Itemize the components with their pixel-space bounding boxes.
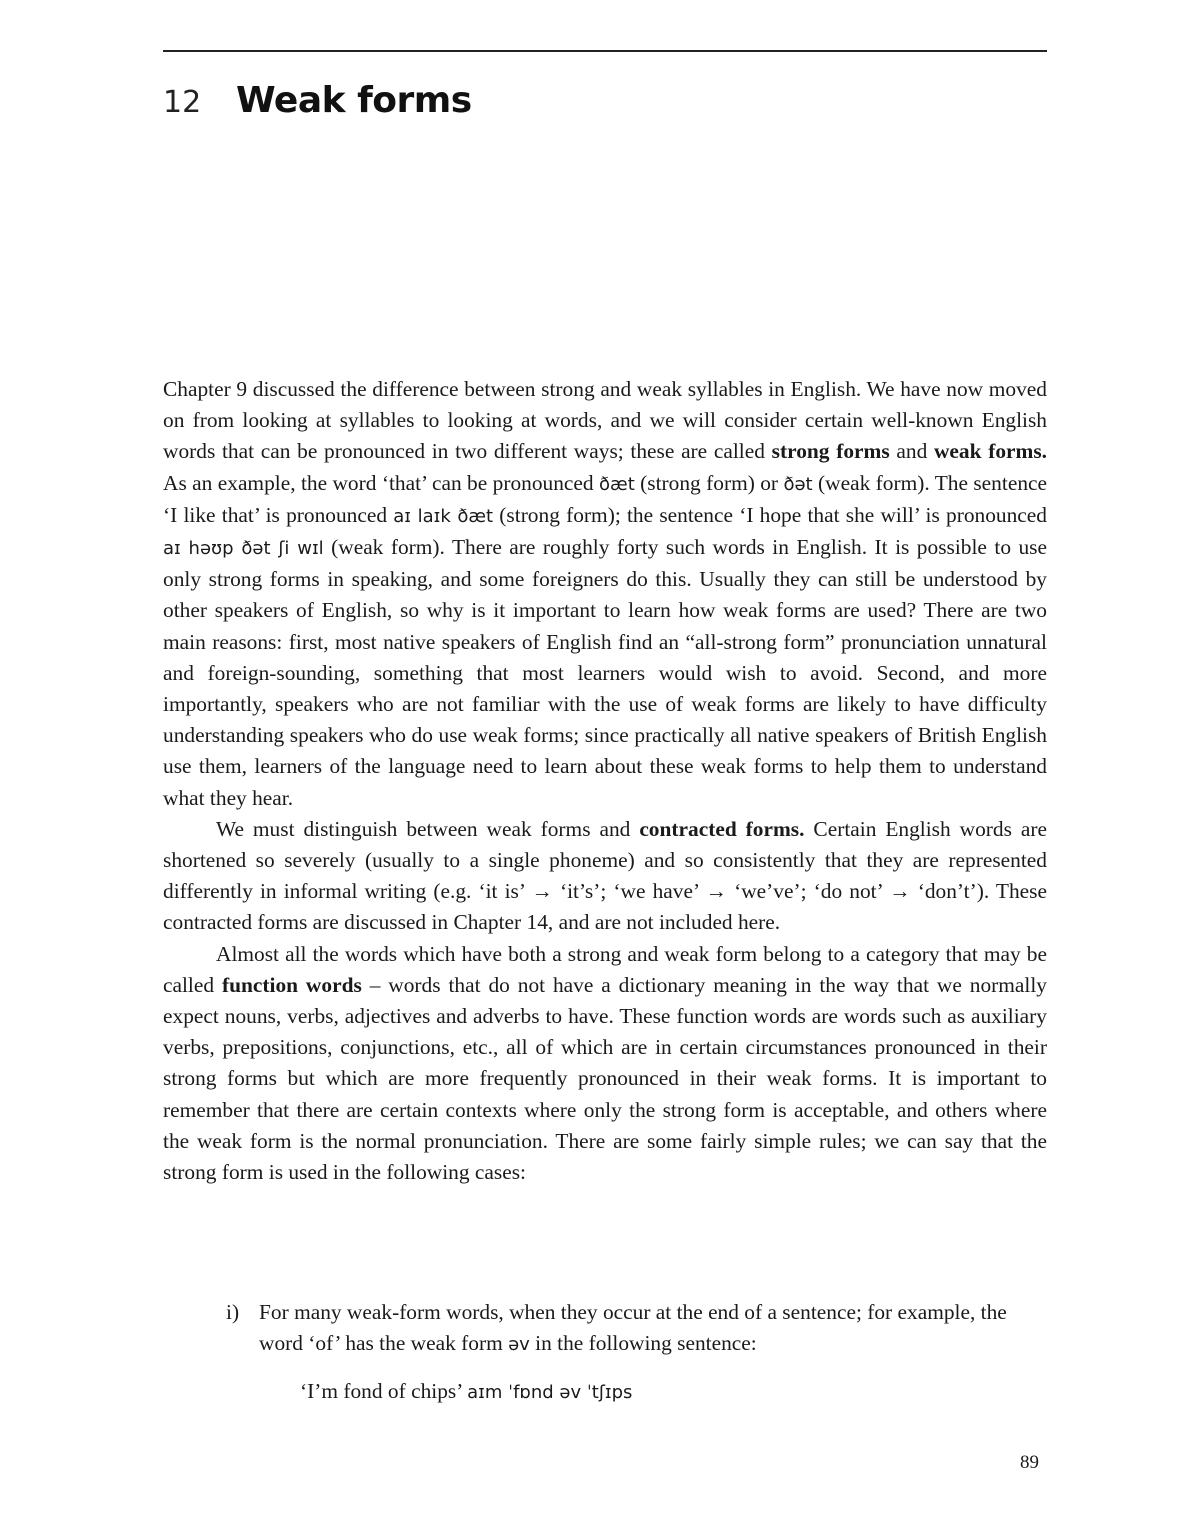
- chapter-heading: [163, 80, 472, 121]
- text-run: (weak form). The sentence ‘I like that’ is pronounced: [163, 470, 1047, 527]
- ipa-transcription: ðət: [783, 473, 813, 495]
- paragraph-2: [163, 814, 1047, 939]
- page-number: 89: [1020, 1452, 1039, 1473]
- chapter-number: 12: [163, 85, 202, 120]
- text-run: Certain English words are shortened so severely (usually to a single phoneme) and so consistently that they are represented differently in informal writing (e.g. ‘it is’ → ‘it’s’; ‘we have’ → ‘we’ve’; ‘do not’ → ‘don’t’). These contracted forms are discussed in Chapter 14, and are not included here.: [163, 816, 1048, 935]
- rule-list: [226, 1297, 1026, 1360]
- ipa-transcription: aɪ həʊp ðət ʃi wɪl: [163, 538, 324, 560]
- text-run: (strong form) or: [634, 470, 784, 495]
- paragraph-3: [163, 939, 1047, 1189]
- text-run: – words that do not have a dictionary meaning in the way that we normally expect nouns, verbs, adjectives and adverbs to have. These function words are words such as auxiliary verbs, prepositions, conjunctions, etc., all of which are in certain circumstances pronounced in their strong forms but which are more frequently pronounced in their weak forms. It is important to remember that there are certain contexts where only the strong form is acceptable, and others where the weak form is the normal pronunciation. There are some fairly simple rules; we can say that the strong form is used in the following cases:: [163, 972, 1047, 1185]
- term-weak-forms: weak forms.: [933, 439, 1048, 464]
- text-run: Almost all the words which have both a strong and weak form belong to a category that may be called: [163, 941, 1047, 997]
- header-rule: [163, 50, 1047, 52]
- example-text: ‘I’m fond of chips’: [300, 1379, 462, 1403]
- ipa-transcription: aɪ laɪk ðæt: [393, 505, 494, 527]
- example-sentence: [300, 1376, 632, 1408]
- ipa-transcription: əv: [508, 1334, 530, 1356]
- example-ipa: aɪm ˈfɒnd əv ˈtʃɪps: [467, 1382, 633, 1403]
- paragraph-1: [163, 374, 1047, 814]
- list-item: [226, 1297, 1026, 1360]
- term-contracted-forms: contracted forms.: [639, 816, 805, 841]
- text-run: Chapter 9 discussed the difference between strong and weak syllables in English. We have now moved on from looking at syllables to looking at words, and we will consider certain well-known English words that can be pronounced in two different ways; these are called: [163, 377, 1047, 464]
- text-run: (weak form). There are roughly forty such words in English. It is possible to use only strong forms in speaking, and some foreigners do this. Usually they can still be understood by other speakers of English, so why is it important to learn how weak forms are used? There are two main reasons: first, most native speakers of English find an “all-strong form” pronunciation unnatural and foreign-sounding, something that most learners would wish to avoid. Second, and more importantly, speakers who are not familiar with the use of weak forms are likely to have difficulty understanding speakers who do use weak forms; since practically all native speakers of British English use them, learners of the language need to learn about these weak forms to help them to understand what they hear.: [163, 535, 1047, 810]
- ipa-transcription: ðæt: [599, 473, 635, 495]
- text-run: For many weak-form words, when they occur at the end of a sentence; for example, the word ‘of’ has the weak form: [259, 1300, 1007, 1356]
- body-text: [163, 374, 1047, 1188]
- text-run: As an example, the word ‘that’ can be pronounced: [163, 470, 599, 495]
- chapter-title: Weak forms: [236, 80, 472, 121]
- text-run: We must distinguish between weak forms and: [216, 816, 640, 841]
- text-run: in the following sentence:: [529, 1331, 757, 1356]
- list-marker: i): [226, 1300, 240, 1324]
- text-run: and: [889, 439, 934, 464]
- list-item-text: [259, 1297, 1026, 1360]
- term-function-words: function words: [221, 972, 362, 997]
- text-run: (strong form); the sentence ‘I hope that she will’ is pronounced: [493, 502, 1047, 527]
- term-strong-forms: strong forms: [771, 439, 890, 464]
